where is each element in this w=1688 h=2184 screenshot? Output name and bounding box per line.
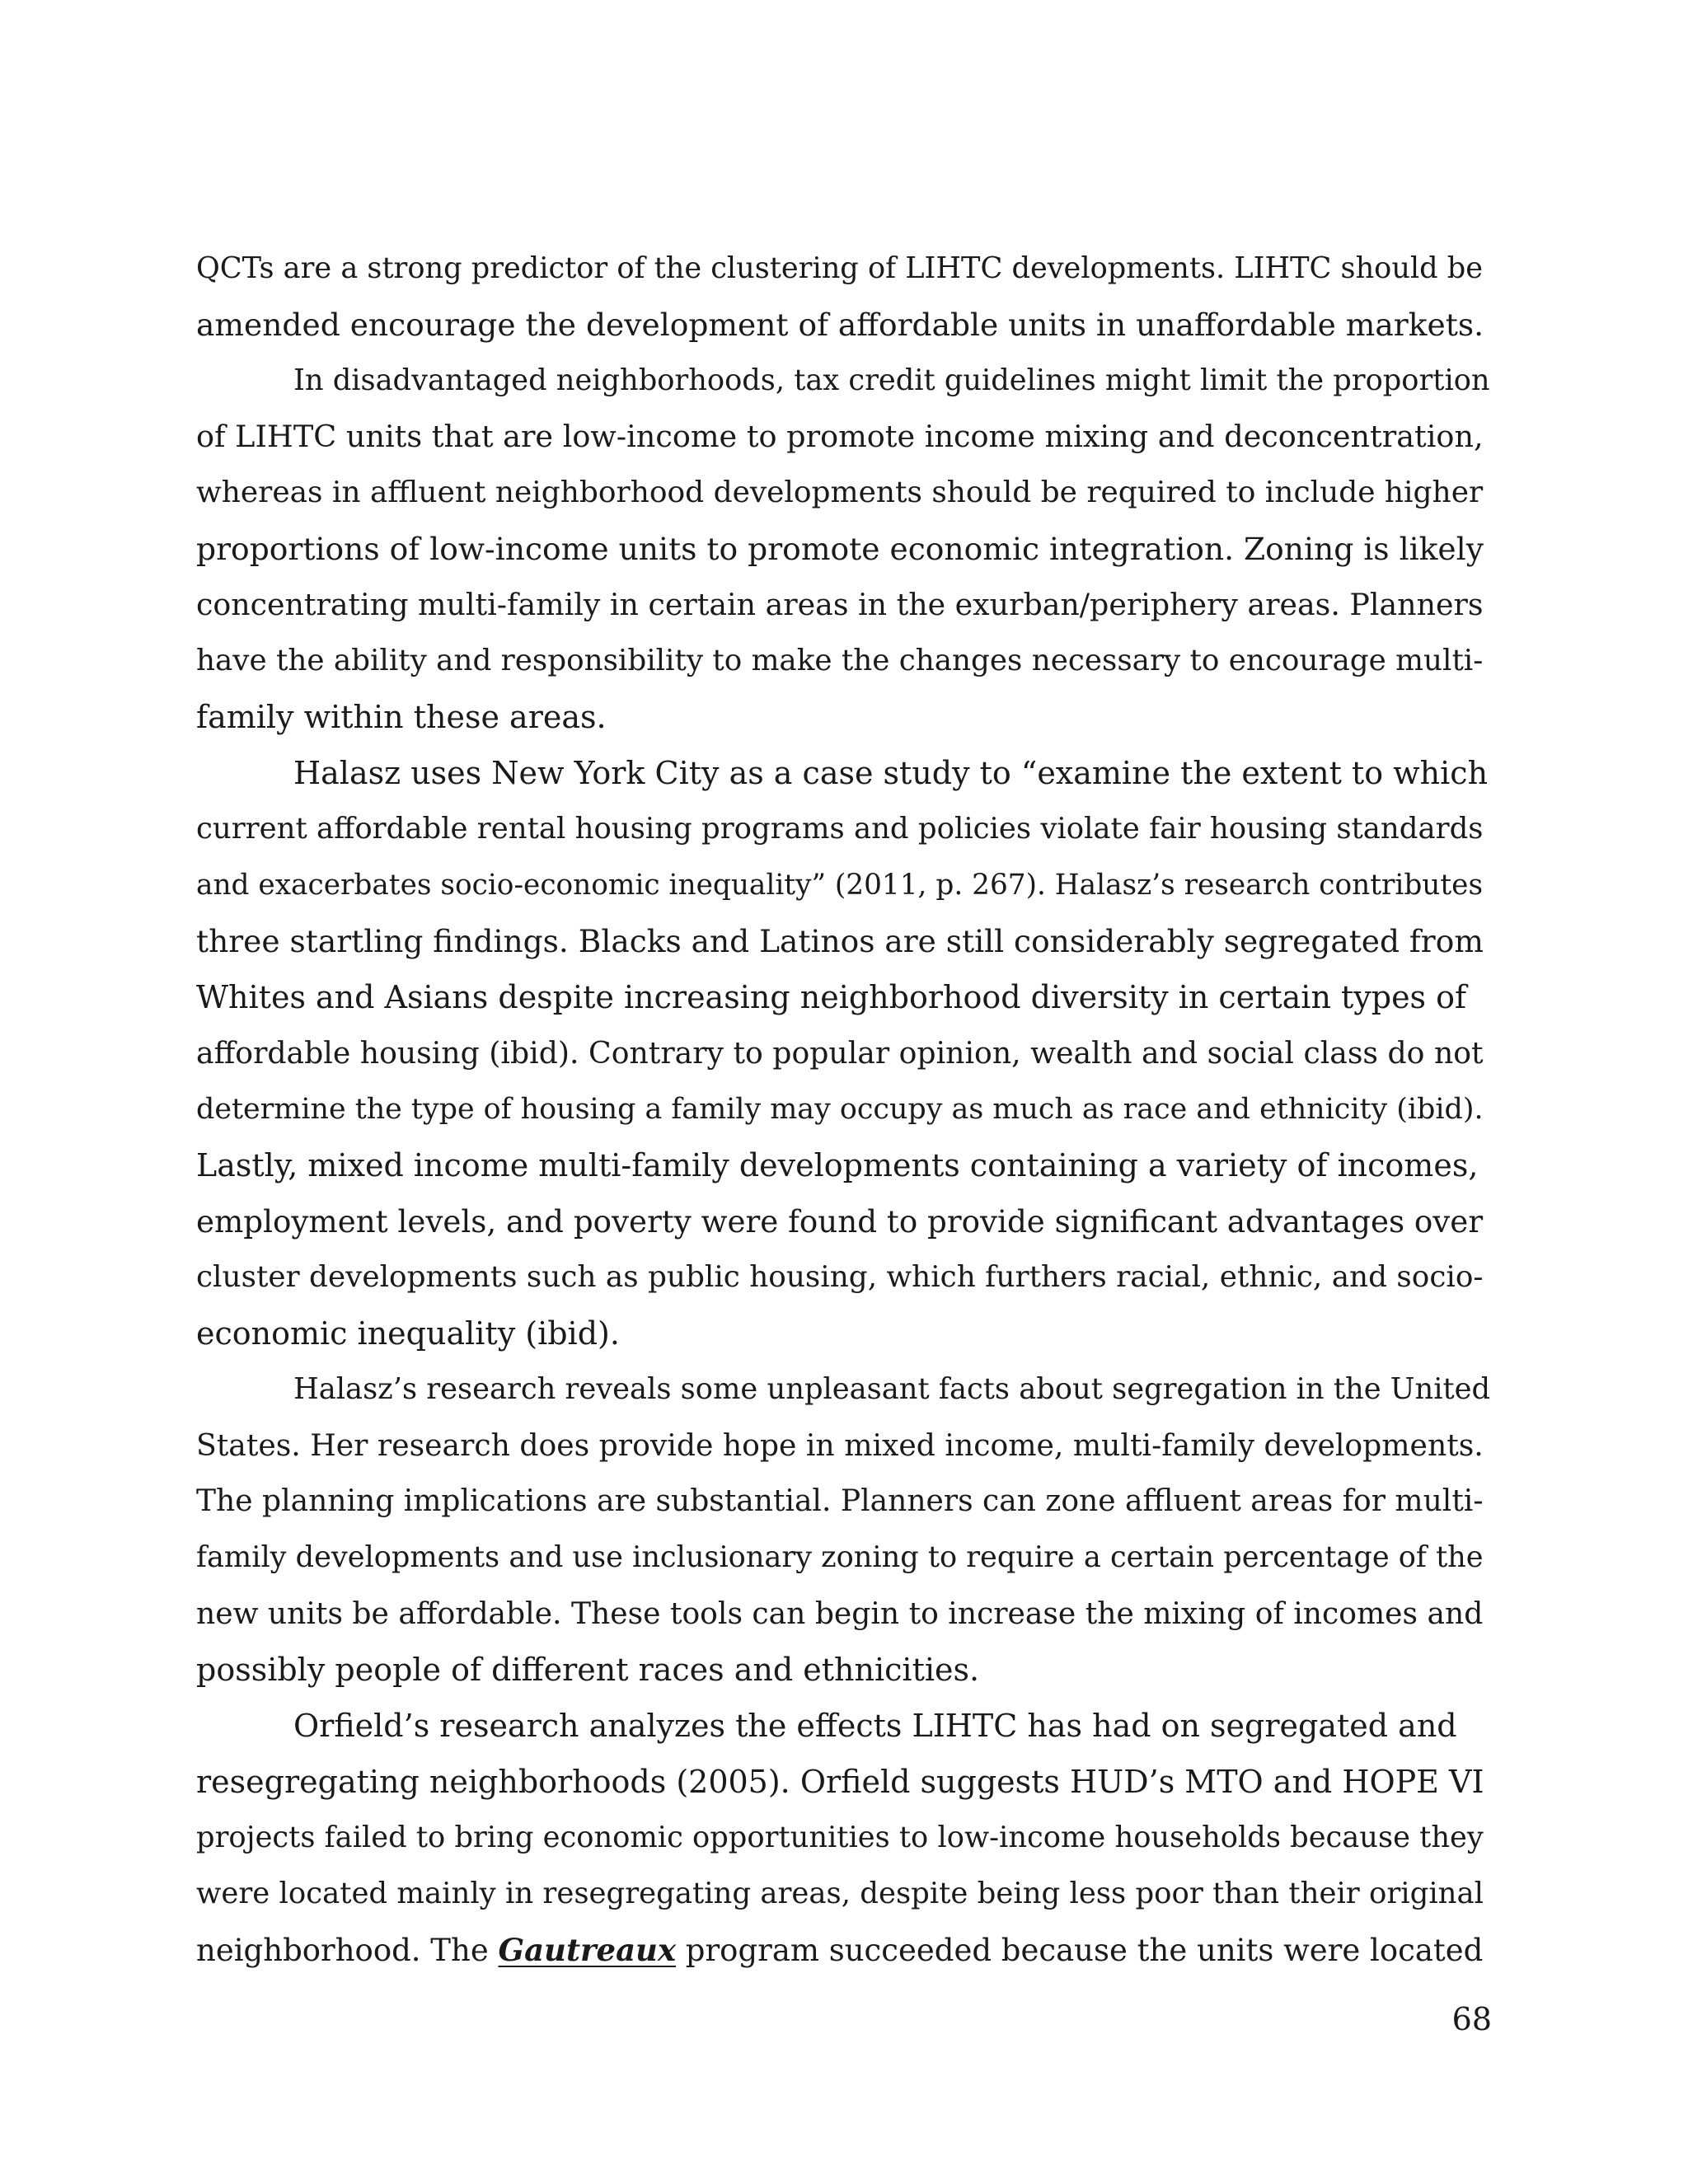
- text-run: program succeeded because the units were located: [676, 1933, 1484, 1968]
- text-line: have the ability and responsibility to make the changes necessary to encourage multi-: [196, 644, 1484, 677]
- paragraph-4: [196, 1361, 1490, 1698]
- text-line: resegregating neighborhoods (2005). Orfield suggests HUD’s MTO and HOPE VI: [196, 1764, 1484, 1800]
- paragraph-1: [196, 241, 1490, 353]
- page-number: 68: [1451, 2001, 1492, 2037]
- text-line: three startling findings. Blacks and Latinos are still considerably segregated from: [196, 923, 1484, 959]
- text-line: possibly people of different races and ethnicities.: [196, 1652, 980, 1688]
- text-line: QCTs are a strong predictor of the clustering of LIHTC developments. LIHTC should be: [196, 251, 1484, 285]
- text-line: In disadvantaged neighborhoods, tax credit guidelines might limit the proportion: [293, 363, 1490, 397]
- text-run: neighborhood. The: [196, 1933, 499, 1968]
- text-line: States. Her research does provide hope in mixed income, multi-family developments.: [196, 1427, 1484, 1463]
- paragraph-3: [196, 745, 1490, 1361]
- text-line: affordable housing (ibid). Contrary to popular opinion, wealth and social class do not: [196, 1035, 1484, 1071]
- text-line: employment levels, and poverty were found to provide significant advantages over: [196, 1203, 1484, 1240]
- text-line: of LIHTC units that are low-income to promote income mixing and deconcentration,: [196, 419, 1484, 454]
- text-line: new units be affordable. These tools can begin to increase the mixing of incomes and: [196, 1596, 1484, 1631]
- text-line: Lastly, mixed income multi-family developments containing a variety of incomes,: [196, 1147, 1479, 1183]
- text-line: economic inequality (ibid).: [196, 1315, 620, 1352]
- text-line: and exacerbates socio-economic inequality” (2011, p. 267). Halasz’s research contributes: [196, 869, 1484, 902]
- text-line: amended encourage the development of affordable units in unaffordable markets.: [196, 307, 1484, 343]
- text-line: determine the type of housing a family may occupy as much as race and ethnicity (ibid).: [196, 1093, 1484, 1126]
- text-line: Halasz’s research reveals some unpleasant facts about segregation in the United: [293, 1372, 1491, 1406]
- text-line: projects failed to bring economic opportunities to low-income households because they: [196, 1821, 1484, 1854]
- emphasized-title: Gautreaux: [498, 1932, 677, 1968]
- text-line: whereas in affluent neighborhood developments should be required to include higher: [196, 476, 1484, 509]
- text-line: family within these areas.: [196, 699, 607, 735]
- paragraph-5: [196, 1698, 1490, 1978]
- text-line: concentrating multi-family in certain areas in the exurban/periphery areas. Planners: [196, 587, 1484, 622]
- text-line: Whites and Asians despite increasing neighborhood diversity in certain types of: [196, 979, 1467, 1015]
- text-line: current affordable rental housing programs and policies violate fair housing standards: [196, 812, 1484, 846]
- text-line: family developments and use inclusionary zoning to require a certain percentage of the: [196, 1540, 1484, 1574]
- text-line: Halasz uses New York City as a case study to “examine the extent to which: [293, 755, 1489, 791]
- body-text: [196, 241, 1490, 1978]
- text-line: proportions of low-income units to promote economic integration. Zoning is likely: [196, 531, 1484, 567]
- text-line: cluster developments such as public housing, which furthers racial, ethnic, and socio-: [196, 1260, 1484, 1294]
- text-line-with-emphasis: [196, 1922, 1490, 1978]
- text-line: were located mainly in resegregating areas, despite being less poor than their original: [196, 1877, 1484, 1910]
- text-line: Orfield’s research analyzes the effects LIHTC has had on segregated and: [293, 1708, 1457, 1744]
- text-line: The planning implications are substantial. Planners can zone affluent areas for multi-: [196, 1484, 1484, 1518]
- paragraph-2: [196, 353, 1490, 745]
